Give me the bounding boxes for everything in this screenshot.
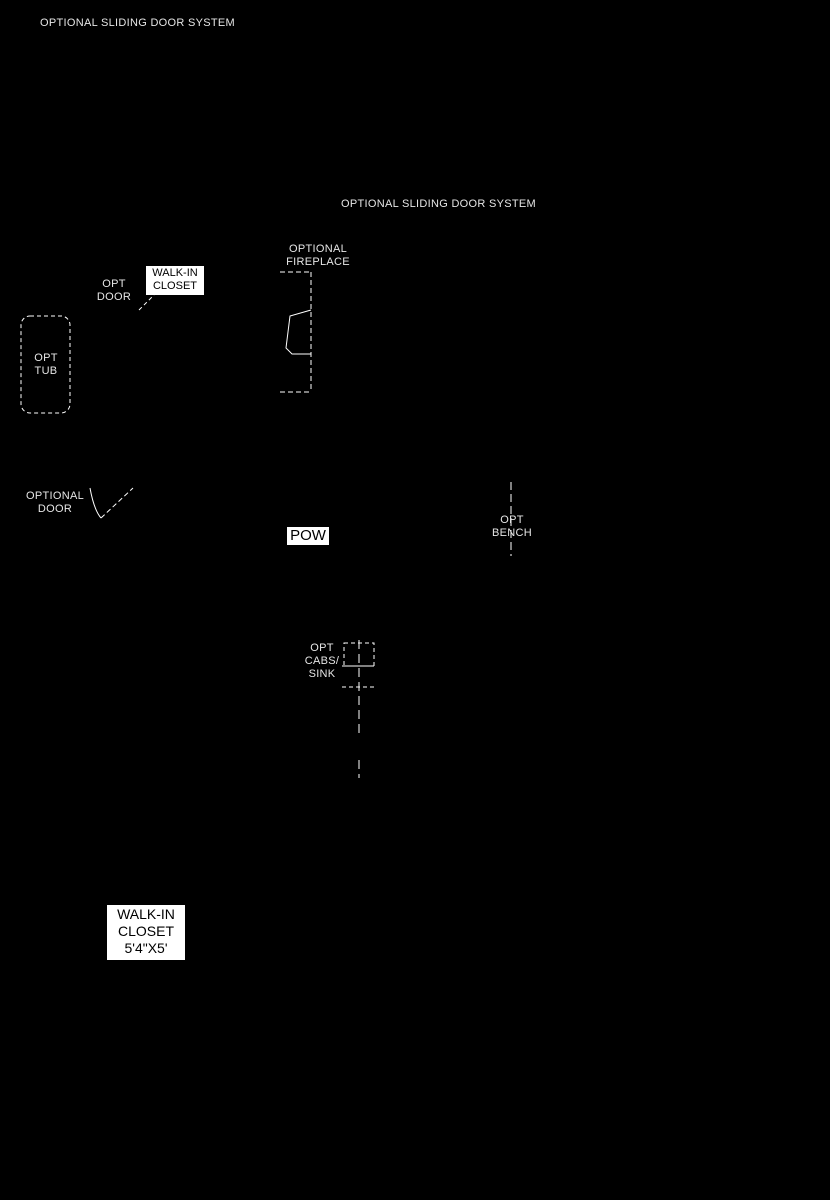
optional-fireplace-outline xyxy=(280,272,311,392)
powder-room-label: POW xyxy=(287,527,329,545)
optional-fireplace-label: OPTIONAL FIREPLACE xyxy=(286,243,350,268)
walk-in-closet-large-label: WALK-IN CLOSET 5'4"X5' xyxy=(107,905,185,960)
opt-door-label: OPT DOOR xyxy=(96,278,132,303)
optional-door-label: OPTIONAL DOOR xyxy=(25,490,85,515)
opt-cabs-sink-label: OPT CABS/ SINK xyxy=(304,642,340,680)
optional-door-swing xyxy=(90,488,133,518)
sliding-door-system-label-mid: OPTIONAL SLIDING DOOR SYSTEM xyxy=(341,198,537,210)
opt-cabs-sink-outline xyxy=(342,640,376,778)
opt-bench-label: OPT BENCH xyxy=(491,514,532,539)
sliding-door-system-label-top: OPTIONAL SLIDING DOOR SYSTEM xyxy=(40,17,236,29)
opt-door-swing xyxy=(139,295,154,310)
walk-in-closet-small-label: WALK-IN CLOSET xyxy=(146,266,204,295)
opt-tub-label: OPT TUB xyxy=(34,352,58,377)
